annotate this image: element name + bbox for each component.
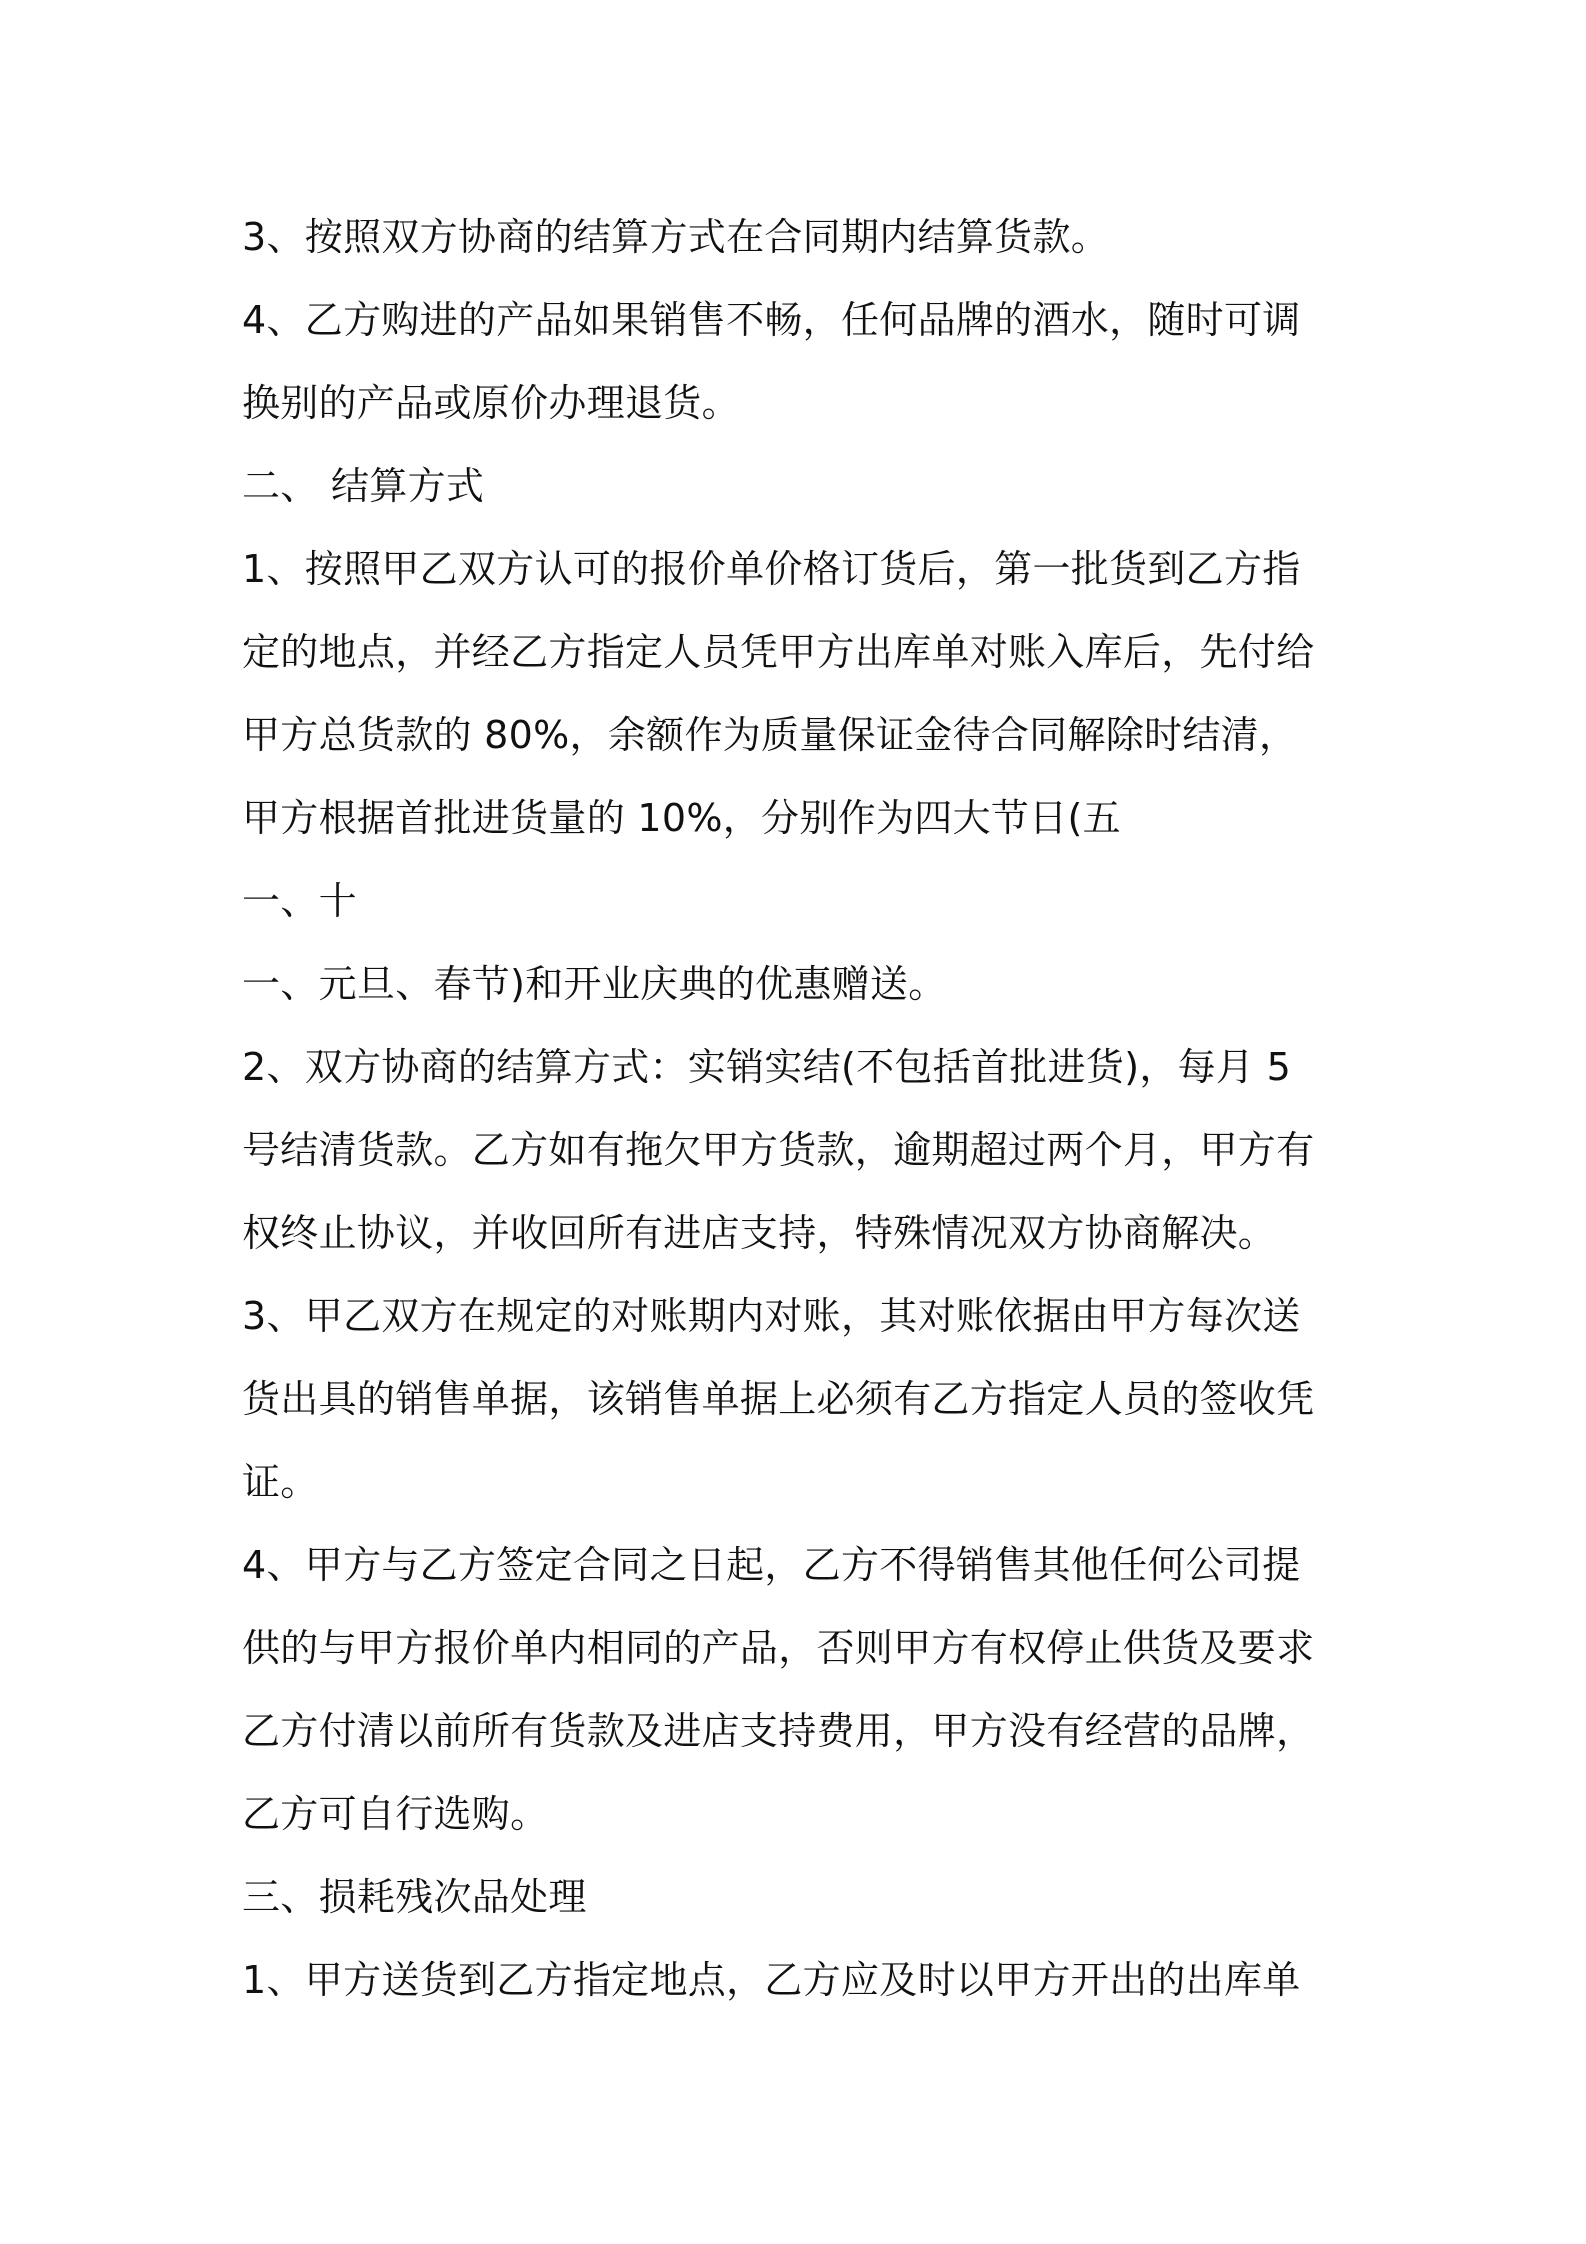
paragraph-line: 1、按照甲乙双方认可的报价单价格订货后，第一批货到乙方指: [242, 547, 1301, 591]
paragraph-line: 甲方根据首批进货量的 10%，分别作为四大节日(五: [242, 796, 1121, 840]
paragraph-line: 一、元旦、春节)和开业庆典的优惠赠送。: [242, 962, 947, 1006]
paragraph-line: 供的与甲方报价单内相同的产品，否则甲方有权停止供货及要求: [242, 1626, 1315, 1670]
paragraph-line: 定的地点，并经乙方指定人员凭甲方出库单对账入库后，先付给: [242, 630, 1315, 674]
paragraph-line: 4、甲方与乙方签定合同之日起，乙方不得销售其他任何公司提: [242, 1543, 1301, 1587]
section-heading: 三、损耗残次品处理: [242, 1875, 587, 1919]
paragraph-line: 2、双方协商的结算方式：实销实结(不包括首批进货)，每月 5: [242, 1045, 1292, 1089]
paragraph-line: 权终止协议，并收回所有进店支持，特殊情况双方协商解决。: [242, 1211, 1277, 1255]
paragraph-line: 证。: [242, 1460, 319, 1504]
paragraph-line: 一、十: [242, 879, 357, 923]
paragraph-line: 甲方总货款的 80%，余额作为质量保证金待合同解除时结清，: [242, 713, 1298, 757]
paragraph-line: 4、乙方购进的产品如果销售不畅，任何品牌的酒水，随时可调: [242, 298, 1301, 342]
paragraph-line: 货出具的销售单据，该销售单据上必须有乙方指定人员的签收凭: [242, 1377, 1315, 1421]
contract-text: [242, 196, 1362, 2022]
paragraph-line: 换别的产品或原价办理退货。: [242, 381, 740, 425]
paragraph-line: 1、甲方送货到乙方指定地点，乙方应及时以甲方开出的出库单: [242, 1958, 1301, 2002]
paragraph-line: 乙方付清以前所有货款及进店支持费用，甲方没有经营的品牌，: [242, 1709, 1315, 1753]
section-heading: 二、 结算方式: [242, 464, 485, 508]
paragraph-line: 3、甲乙双方在规定的对账期内对账，其对账依据由甲方每次送: [242, 1294, 1301, 1338]
paragraph-line: 乙方可自行选购。: [242, 1792, 549, 1836]
paragraph-line: 3、按照双方协商的结算方式在合同期内结算货款。: [242, 215, 1110, 259]
paragraph-line: 号结清货款。乙方如有拖欠甲方货款，逾期超过两个月，甲方有: [242, 1128, 1315, 1172]
